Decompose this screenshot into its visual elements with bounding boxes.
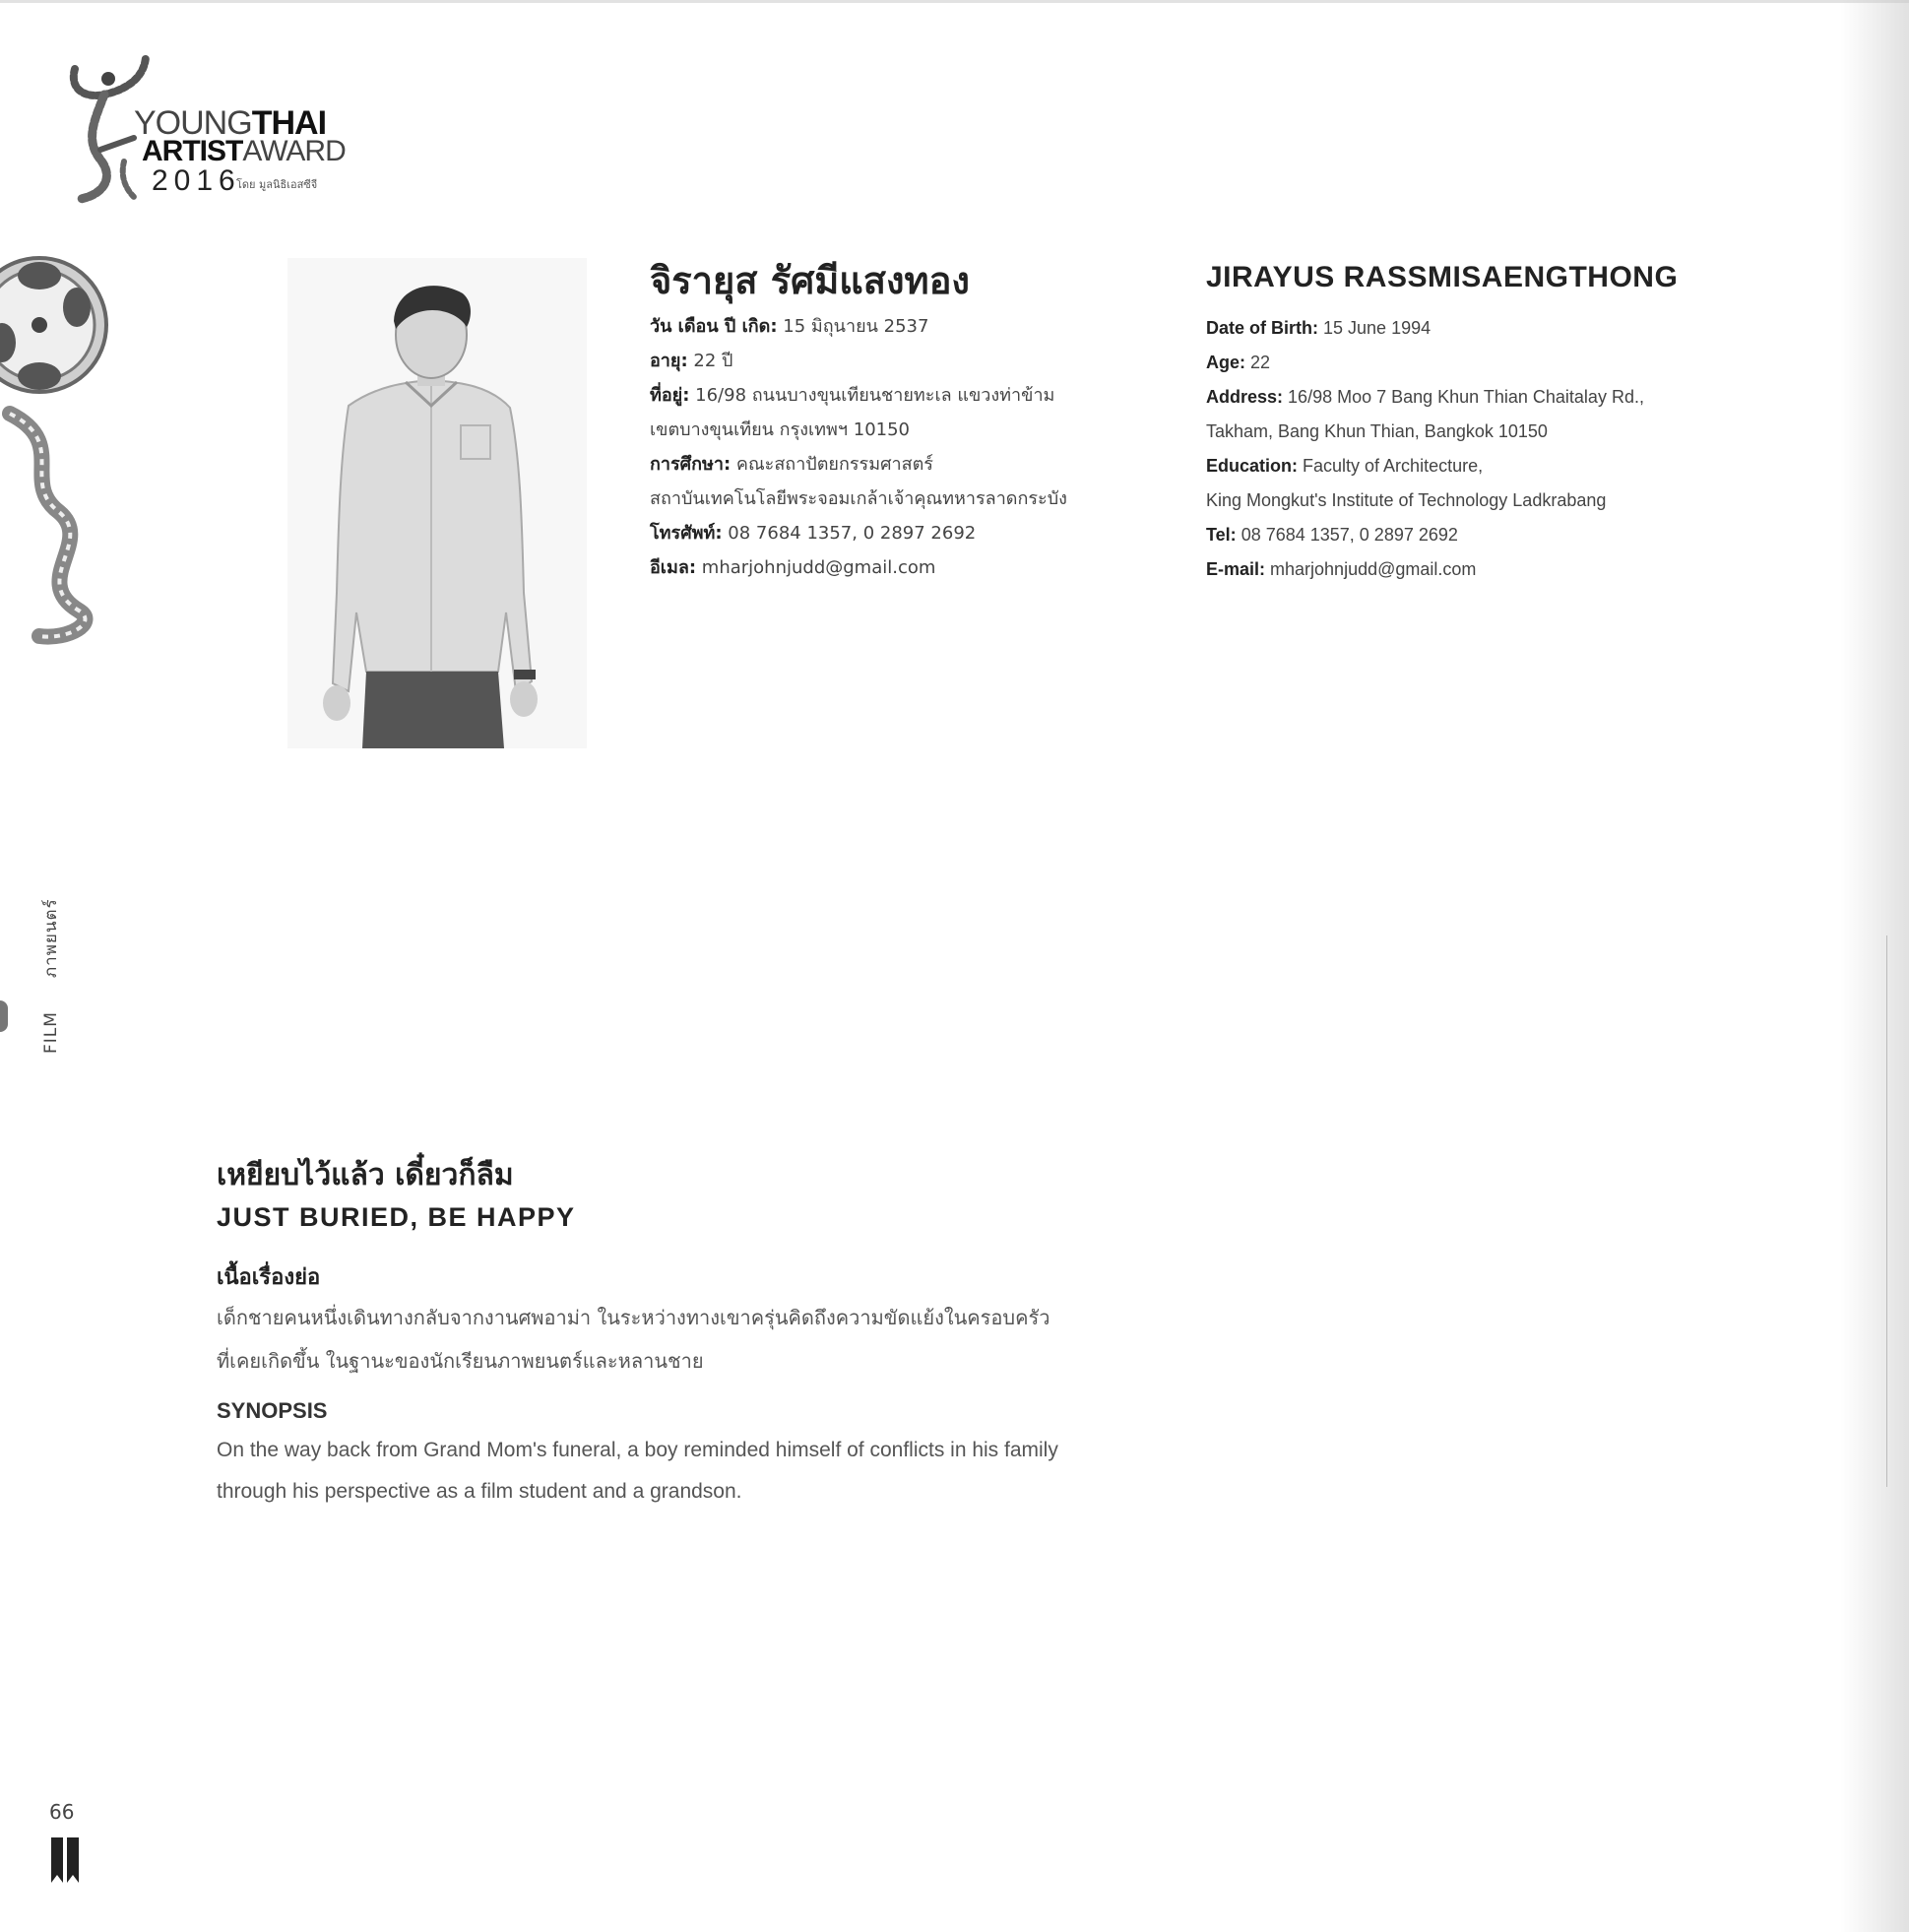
email-value: mharjohnjudd@gmail.com — [1270, 559, 1477, 579]
synopsis-heading-english: SYNOPSIS — [217, 1398, 328, 1423]
email-value: mharjohnjudd@gmail.com — [701, 557, 936, 578]
side-label-en: FILM — [41, 1011, 61, 1054]
logo-year: 2016 — [152, 164, 241, 197]
tel-row-thai — [650, 516, 1181, 550]
age-value: 22 — [1250, 353, 1271, 372]
education-line2-english: King Mongkut's Institute of Technology Ladkrabang — [1206, 490, 1607, 510]
dob-label: วัน เดือน ปี เกิด: — [650, 316, 778, 337]
age-row-english — [1206, 346, 1757, 380]
artist-info-thai — [650, 258, 1181, 585]
age-value: 22 ปี — [693, 351, 733, 371]
dob-label: Date of Birth: — [1206, 318, 1318, 338]
address-row-english — [1206, 380, 1757, 415]
email-row-thai — [650, 550, 1181, 585]
film-section — [217, 1154, 1221, 1513]
synopsis-english-line1: On the way back from Grand Mom's funeral, a boy reminded himself of conflicts in his family — [217, 1439, 1058, 1461]
tel-label: โทรศัพท์: — [650, 523, 723, 544]
email-label: อีเมล: — [650, 557, 697, 578]
synopsis-thai — [217, 1296, 1221, 1383]
education-line1: คณะสถาปัตยกรรมศาสตร์ — [735, 454, 933, 475]
education-line1: Faculty of Architecture, — [1303, 456, 1484, 476]
education-label: Education: — [1206, 456, 1298, 476]
email-label: E-mail: — [1206, 559, 1266, 579]
film-title-thai: เหยียบไว้แล้ว เดี๋ยวก็ลืม — [217, 1158, 514, 1192]
artist-portrait-illustration — [287, 258, 587, 748]
education-row-thai — [650, 447, 1181, 482]
email-row-english — [1206, 552, 1757, 587]
education-label: การศึกษา: — [650, 454, 732, 475]
address-label: Address: — [1206, 387, 1284, 407]
logo-artist-award: ARTISTAWARD — [142, 135, 346, 167]
artist-name-english: JIRAYUS RASSMISAENGTHONG — [1206, 261, 1679, 293]
dob-row-thai — [650, 309, 1181, 344]
dob-value: 15 มิถุนายน 2537 — [783, 316, 929, 337]
synopsis-thai-line2: ที่เคยเกิดขึ้น ในฐานะของนักเรียนภาพยนตร์และหลานชาย — [217, 1349, 704, 1373]
logo-young-thai: YOUNGTHAI — [134, 104, 327, 142]
synopsis-english-line2: through his perspective as a film student and a grandson. — [217, 1480, 742, 1503]
address-label: ที่อยู่: — [650, 385, 690, 406]
award-logo — [65, 51, 350, 209]
age-label: Age: — [1206, 353, 1245, 372]
film-reel-decoration — [0, 246, 118, 660]
artist-name-thai: จิรายุส รัศมีแสงทอง — [650, 259, 970, 302]
synopsis-thai-line1: เด็กชายคนหนึ่งเดินทางกลับจากงานศพอาม่า ในระหว่างทางเขาครุ่นคิดถึงความขัดแย้งในครอบครัว — [217, 1306, 1050, 1329]
side-label-th: ภาพยนตร์ — [41, 898, 61, 979]
address-row-thai — [650, 378, 1181, 413]
age-row-thai — [650, 344, 1181, 378]
education-line2-thai: สถาบันเทคโนโลยีพระจอมเกล้าเจ้าคุณทหารลาดกระบัง — [650, 488, 1067, 509]
synopsis-heading-thai: เนื้อเรื่องย่อ — [217, 1265, 321, 1290]
artist-photo — [287, 258, 587, 748]
film-title-english: JUST BURIED, BE HAPPY — [217, 1202, 576, 1232]
dob-value: 15 June 1994 — [1323, 318, 1432, 338]
top-rule — [0, 0, 1909, 3]
artist-info-english — [1206, 258, 1757, 587]
side-tab-marker — [0, 1000, 8, 1032]
dob-row-english — [1206, 311, 1757, 346]
address-line2-english: Takham, Bang Khun Thian, Bangkok 10150 — [1206, 421, 1548, 441]
tel-row-english — [1206, 518, 1757, 552]
tel-label: Tel: — [1206, 525, 1237, 545]
address-line2-thai: เขตบางขุนเทียน กรุงเทพฯ 10150 — [650, 419, 910, 440]
page-number: 66 — [49, 1800, 75, 1824]
bookmark-icon — [51, 1837, 81, 1883]
address-line1: 16/98 ถนนบางขุนเทียนชายทะเล แขวงท่าข้าม — [695, 385, 1055, 406]
tel-value: 08 7684 1357, 0 2897 2692 — [728, 523, 977, 544]
synopsis-english — [217, 1430, 1221, 1513]
film-reel-icon — [0, 246, 118, 660]
age-label: อายุ: — [650, 351, 688, 371]
address-line1: 16/98 Moo 7 Bang Khun Thian Chaitalay Rd., — [1288, 387, 1644, 407]
education-row-english — [1206, 449, 1757, 483]
page-edge-line — [1886, 935, 1887, 1487]
page-gutter-shadow — [1840, 0, 1909, 1932]
logo-sponsor: โดย มูลนิธิเอสซีจี — [236, 178, 318, 191]
section-side-label — [37, 865, 64, 1054]
tel-value: 08 7684 1357, 0 2897 2692 — [1241, 525, 1458, 545]
